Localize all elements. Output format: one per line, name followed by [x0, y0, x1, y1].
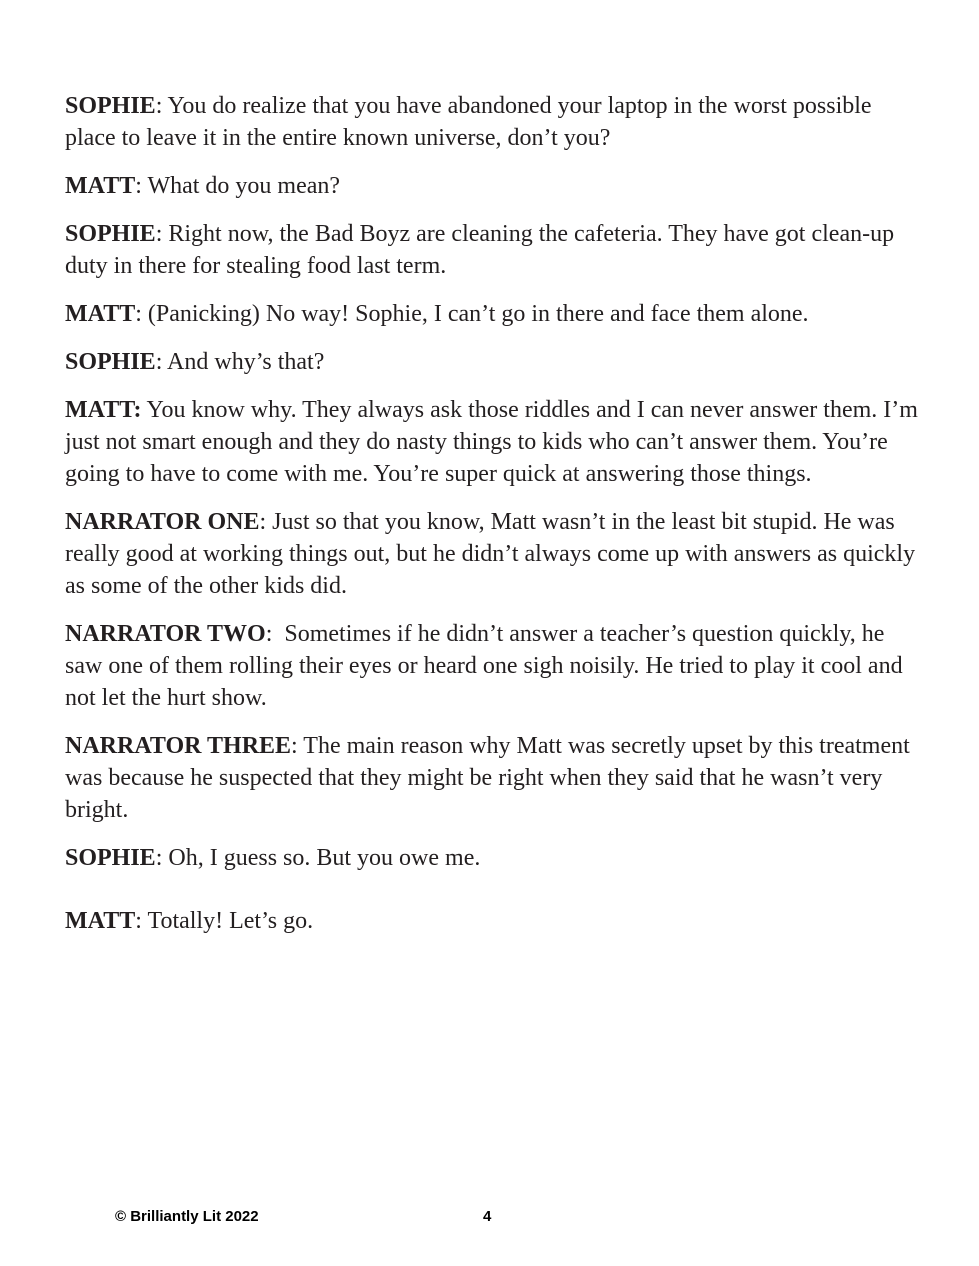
- dialogue-text: Just so that you know, Matt wasn’t in the least bit stupid. He was really good at working things out, but he didn’t always come up with answers as quickly as some of the other kids did.: [65, 509, 916, 599]
- speaker-separator: :: [259, 509, 273, 535]
- dialogue-text: (Panicking) No way! Sophie, I can’t go in there and face them alone.: [147, 301, 809, 327]
- dialogue-line: [65, 905, 925, 937]
- speaker-separator: :: [265, 621, 285, 647]
- dialogue-line: [65, 618, 925, 714]
- dialogue-text: What do you mean?: [147, 173, 341, 199]
- speaker-separator: :: [291, 733, 304, 759]
- speaker-separator: :: [155, 349, 168, 375]
- speaker-name: NARRATOR ONE: [65, 509, 260, 535]
- dialogue-text: Right now, the Bad Boyz are cleaning the cafeteria. They have got clean-up duty in there for stealing food last term.: [65, 221, 895, 279]
- dialogue-text: Sometimes if he didn’t answer a teacher’s question quickly, he saw one of them rolling their eyes or heard one sigh noisily. He tried to play it cool and not let the hurt show.: [65, 621, 903, 711]
- speaker-separator: :: [135, 908, 148, 934]
- speaker-separator: :: [135, 173, 148, 199]
- footer-page-number: 4: [483, 1208, 492, 1225]
- speaker-name: MATT:: [65, 397, 142, 423]
- speaker-name: NARRATOR THREE: [65, 733, 292, 759]
- script-body: [65, 90, 925, 953]
- dialogue-text: Oh, I guess so. But you owe me.: [168, 845, 481, 871]
- dialogue-line: [65, 394, 925, 490]
- dialogue-line: [65, 298, 925, 330]
- speaker-name: SOPHIE: [65, 845, 156, 871]
- speaker-separator: :: [155, 221, 169, 247]
- dialogue-line: [65, 730, 925, 826]
- speaker-separator: :: [155, 93, 168, 119]
- dialogue-text: You do realize that you have abandoned your laptop in the worst possible place to leave it in the entire known universe, don’t you?: [65, 93, 872, 151]
- speaker-name: MATT: [65, 301, 136, 327]
- dialogue-line: [65, 506, 925, 602]
- dialogue-line: [65, 170, 925, 202]
- dialogue-text: Totally! Let’s go.: [147, 908, 314, 934]
- speaker-separator: :: [155, 845, 169, 871]
- dialogue-line: [65, 842, 925, 874]
- speaker-name: SOPHIE: [65, 221, 156, 247]
- dialogue-text: The main reason why Matt was secretly upset by this treatment was because he suspected that they might be right when they said that he wasn’t very bright.: [65, 733, 910, 823]
- dialogue-line: [65, 90, 925, 154]
- dialogue-text: You know why. They always ask those riddles and I can never answer them. I’m just not smart enough and they do nasty things to kids who can’t answer them. You’re going to have to come with me. You’re super quick at answering those things.: [65, 397, 918, 487]
- dialogue-line: [65, 346, 925, 378]
- speaker-separator: :: [135, 301, 148, 327]
- dialogue-line: [65, 218, 925, 282]
- speaker-name: SOPHIE: [65, 349, 156, 375]
- speaker-name: MATT: [65, 173, 136, 199]
- speaker-name: NARRATOR TWO: [65, 621, 266, 647]
- footer-copyright: © Brilliantly Lit 2022: [115, 1208, 259, 1225]
- dialogue-text: And why’s that?: [167, 349, 325, 375]
- speaker-name: SOPHIE: [65, 93, 156, 119]
- speaker-name: MATT: [65, 908, 136, 934]
